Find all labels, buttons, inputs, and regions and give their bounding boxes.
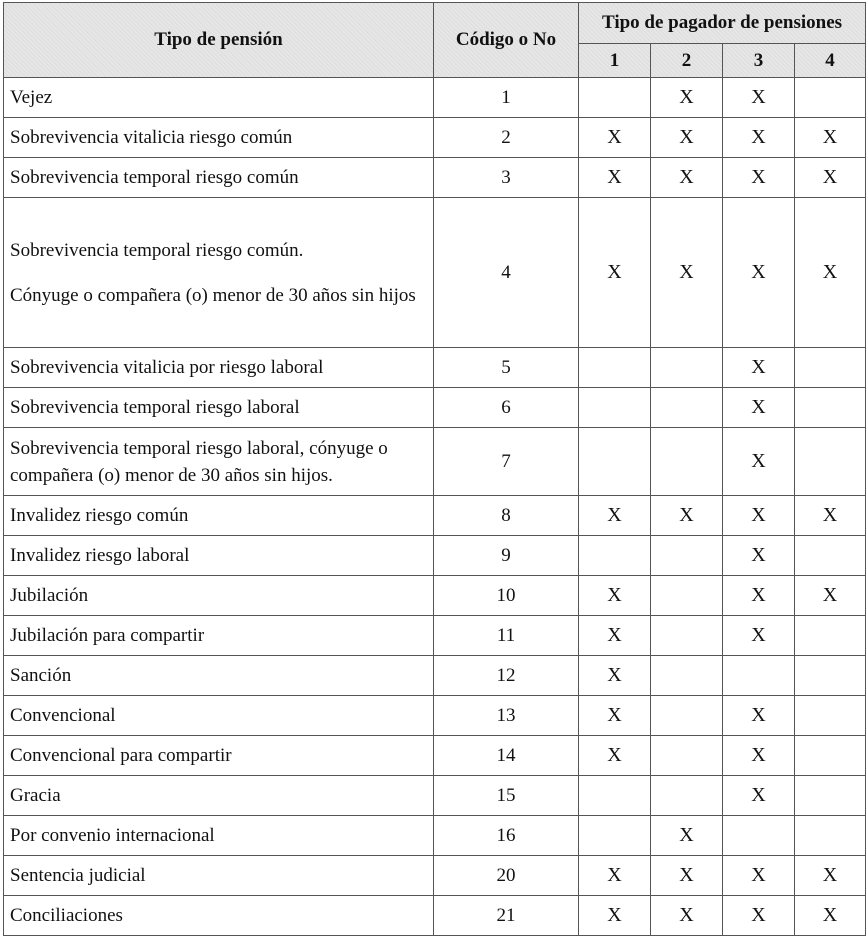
table-row <box>4 696 866 736</box>
header-payer-3: 3 <box>723 44 795 78</box>
cell-payer-4-mark <box>795 348 866 388</box>
tipo-pension-text: Sentencia judicial <box>10 865 146 886</box>
cell-codigo: 16 <box>434 816 579 856</box>
cell-codigo: 2 <box>434 118 579 158</box>
tipo-pension-text: Vejez <box>10 87 53 108</box>
cell-payer-1-mark <box>579 776 651 816</box>
tipo-pension-text: Sobrevivencia temporal riesgo laboral, cónyuge o compañera (o) menor de 30 años sin hijos. <box>10 437 388 486</box>
cell-payer-2-mark <box>651 428 723 496</box>
cell-tipo-pension <box>4 536 434 576</box>
cell-payer-2-mark <box>651 576 723 616</box>
cell-payer-4-mark: X <box>795 856 866 896</box>
cell-payer-4-mark: X <box>795 118 866 158</box>
tipo-pension-text: Sobrevivencia temporal riesgo laboral <box>10 397 300 418</box>
cell-payer-2-mark <box>651 388 723 428</box>
cell-tipo-pension <box>4 656 434 696</box>
table-row <box>4 736 866 776</box>
cell-codigo: 13 <box>434 696 579 736</box>
cell-payer-4-mark: X <box>795 576 866 616</box>
cell-payer-1-mark: X <box>579 576 651 616</box>
cell-payer-1-mark: X <box>579 158 651 198</box>
cell-payer-3-mark: X <box>723 118 795 158</box>
cell-codigo: 3 <box>434 158 579 198</box>
cell-payer-1-mark <box>579 348 651 388</box>
cell-codigo: 5 <box>434 348 579 388</box>
cell-payer-1-mark: X <box>579 856 651 896</box>
cell-payer-2-mark <box>651 696 723 736</box>
table-row <box>4 118 866 158</box>
cell-payer-2-mark: X <box>651 856 723 896</box>
cell-payer-4-mark <box>795 736 866 776</box>
cell-codigo: 12 <box>434 656 579 696</box>
cell-payer-3-mark: X <box>723 616 795 656</box>
header-codigo: Código o No <box>434 3 579 78</box>
header-tipo-pension: Tipo de pensión <box>4 3 434 78</box>
table-row <box>4 388 866 428</box>
cell-payer-1-mark <box>579 816 651 856</box>
tipo-pension-text: Cónyuge o compañera (o) menor de 30 años sin hijos <box>10 284 416 306</box>
cell-payer-4-mark <box>795 388 866 428</box>
cell-payer-3-mark: X <box>723 198 795 348</box>
cell-payer-1-mark <box>579 78 651 118</box>
cell-payer-2-mark: X <box>651 198 723 348</box>
table-row <box>4 158 866 198</box>
cell-payer-4-mark <box>795 78 866 118</box>
cell-codigo: 4 <box>434 198 579 348</box>
table-row <box>4 536 866 576</box>
table-row <box>4 496 866 536</box>
cell-payer-1-mark: X <box>579 736 651 776</box>
cell-payer-1-mark <box>579 388 651 428</box>
cell-tipo-pension <box>4 158 434 198</box>
cell-payer-3-mark: X <box>723 428 795 496</box>
cell-payer-4-mark: X <box>795 198 866 348</box>
cell-payer-2-mark: X <box>651 158 723 198</box>
header-payer-1: 1 <box>579 44 651 78</box>
cell-payer-2-mark: X <box>651 118 723 158</box>
table-body <box>4 78 866 936</box>
header-payer-2: 2 <box>651 44 723 78</box>
cell-payer-4-mark <box>795 776 866 816</box>
cell-payer-4-mark <box>795 696 866 736</box>
tipo-pension-text: Invalidez riesgo laboral <box>10 545 190 566</box>
tipo-pension-text: Gracia <box>10 785 61 806</box>
cell-payer-2-mark <box>651 736 723 776</box>
cell-payer-4-mark: X <box>795 496 866 536</box>
cell-payer-4-mark <box>795 816 866 856</box>
cell-codigo: 9 <box>434 536 579 576</box>
cell-tipo-pension <box>4 776 434 816</box>
cell-payer-1-mark: X <box>579 616 651 656</box>
cell-tipo-pension <box>4 198 434 348</box>
cell-tipo-pension <box>4 118 434 158</box>
cell-codigo: 11 <box>434 616 579 656</box>
cell-payer-3-mark: X <box>723 776 795 816</box>
table-row <box>4 776 866 816</box>
cell-tipo-pension <box>4 696 434 736</box>
cell-codigo: 10 <box>434 576 579 616</box>
cell-codigo: 15 <box>434 776 579 816</box>
cell-codigo: 6 <box>434 388 579 428</box>
cell-payer-1-mark: X <box>579 118 651 158</box>
cell-payer-3-mark: X <box>723 348 795 388</box>
cell-payer-2-mark <box>651 776 723 816</box>
tipo-pension-text: Conciliaciones <box>10 905 123 926</box>
cell-codigo: 7 <box>434 428 579 496</box>
cell-payer-4-mark: X <box>795 158 866 198</box>
table-row <box>4 198 866 348</box>
tipo-pension-text: Sanción <box>10 665 72 686</box>
paragraph-gap <box>10 264 427 282</box>
cell-payer-3-mark: X <box>723 576 795 616</box>
cell-payer-2-mark <box>651 536 723 576</box>
cell-codigo: 20 <box>434 856 579 896</box>
cell-tipo-pension <box>4 388 434 428</box>
header-payer-4: 4 <box>795 44 866 78</box>
tipo-pension-text: Jubilación <box>10 585 89 606</box>
tipo-pension-text: Sobrevivencia vitalicia por riesgo laboral <box>10 357 324 378</box>
cell-payer-2-mark: X <box>651 896 723 936</box>
cell-payer-4-mark: X <box>795 896 866 936</box>
header-tipo-pagador: Tipo de pagador de pensiones <box>579 3 866 44</box>
tipo-pension-text: Invalidez riesgo común <box>10 505 189 526</box>
cell-codigo: 14 <box>434 736 579 776</box>
cell-payer-2-mark: X <box>651 496 723 536</box>
cell-payer-4-mark <box>795 428 866 496</box>
cell-payer-3-mark: X <box>723 388 795 428</box>
table-row <box>4 576 866 616</box>
table-row <box>4 616 866 656</box>
cell-tipo-pension <box>4 616 434 656</box>
cell-payer-2-mark <box>651 656 723 696</box>
table-row <box>4 896 866 936</box>
cell-payer-2-mark: X <box>651 816 723 856</box>
cell-payer-1-mark: X <box>579 896 651 936</box>
cell-payer-3-mark: X <box>723 536 795 576</box>
tipo-pension-text: Jubilación para compartir <box>10 625 205 646</box>
tipo-pension-text: Sobrevivencia temporal riesgo común. <box>10 239 304 261</box>
pension-types-table <box>3 2 866 936</box>
cell-tipo-pension <box>4 896 434 936</box>
tipo-pension-text: Convencional para compartir <box>10 745 232 766</box>
table-row <box>4 78 866 118</box>
tipo-pension-text: Sobrevivencia temporal riesgo común <box>10 167 299 188</box>
cell-payer-1-mark <box>579 536 651 576</box>
cell-payer-4-mark <box>795 536 866 576</box>
cell-payer-1-mark: X <box>579 496 651 536</box>
cell-payer-3-mark <box>723 656 795 696</box>
cell-payer-3-mark: X <box>723 496 795 536</box>
table-row <box>4 656 866 696</box>
cell-payer-3-mark <box>723 816 795 856</box>
cell-payer-1-mark: X <box>579 198 651 348</box>
table-row <box>4 816 866 856</box>
table-row <box>4 856 866 896</box>
cell-payer-3-mark: X <box>723 856 795 896</box>
cell-tipo-pension <box>4 78 434 118</box>
cell-tipo-pension <box>4 736 434 776</box>
cell-tipo-pension <box>4 496 434 536</box>
cell-tipo-pension <box>4 576 434 616</box>
cell-payer-1-mark <box>579 428 651 496</box>
cell-tipo-pension <box>4 856 434 896</box>
cell-tipo-pension <box>4 428 434 496</box>
cell-payer-3-mark: X <box>723 158 795 198</box>
tipo-pension-text: Sobrevivencia vitalicia riesgo común <box>10 127 293 148</box>
cell-payer-3-mark: X <box>723 696 795 736</box>
cell-codigo: 8 <box>434 496 579 536</box>
tipo-pension-text: Convencional <box>10 705 116 726</box>
cell-tipo-pension <box>4 816 434 856</box>
cell-payer-2-mark <box>651 348 723 388</box>
cell-payer-4-mark <box>795 616 866 656</box>
cell-payer-3-mark: X <box>723 736 795 776</box>
table-row <box>4 348 866 388</box>
cell-payer-1-mark: X <box>579 696 651 736</box>
cell-payer-4-mark <box>795 656 866 696</box>
cell-codigo: 1 <box>434 78 579 118</box>
cell-tipo-pension <box>4 348 434 388</box>
cell-payer-2-mark: X <box>651 78 723 118</box>
cell-payer-3-mark: X <box>723 78 795 118</box>
header-row-top <box>4 3 866 44</box>
tipo-pension-text: Por convenio internacional <box>10 825 215 846</box>
cell-payer-2-mark <box>651 616 723 656</box>
cell-payer-3-mark: X <box>723 896 795 936</box>
table-row <box>4 428 866 496</box>
cell-payer-1-mark: X <box>579 656 651 696</box>
cell-codigo: 21 <box>434 896 579 936</box>
